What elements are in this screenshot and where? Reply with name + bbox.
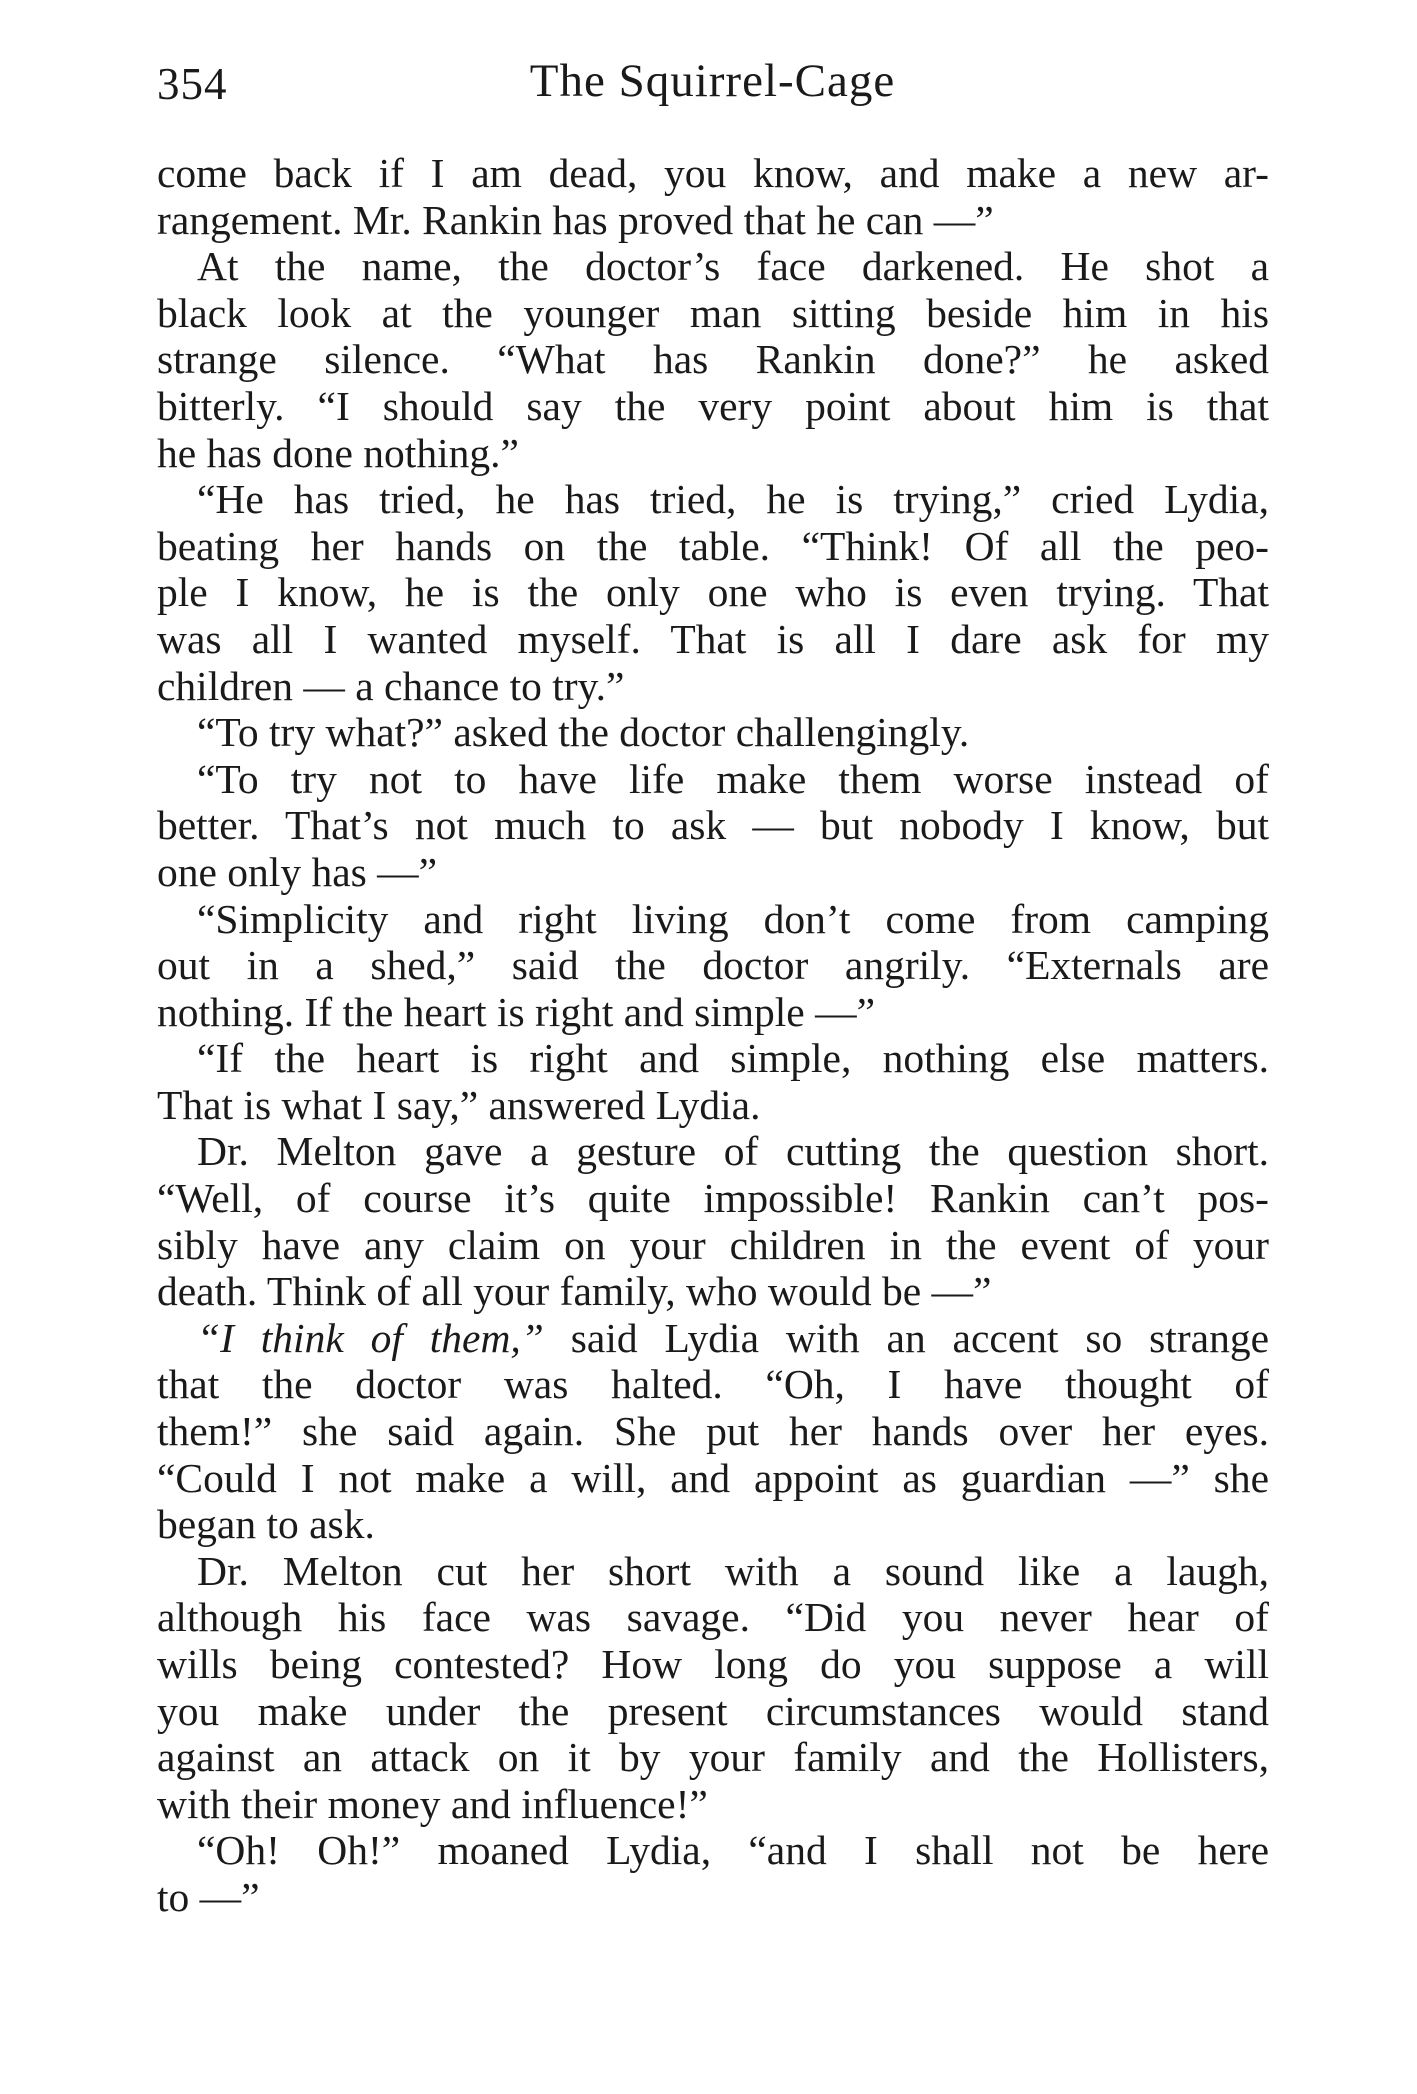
line-text: to —” [157,1873,260,1920]
line-text: was all I wanted myself. That is all I dare ask for my [157,615,1269,662]
text-line [157,523,1269,570]
text-line [157,150,1269,197]
text-line [157,663,1269,710]
text-line [157,1268,1269,1315]
line-text: “Simplicity and right living don’t come from camping [197,895,1269,942]
text-line [157,1641,1269,1688]
text-line [157,989,1269,1036]
text-line [157,849,1269,896]
text-line [157,616,1269,663]
line-text: he has done nothing.” [157,429,519,476]
line-text: one only has —” [157,848,438,895]
line-text: That is what I say,” answered Lydia. [157,1081,761,1128]
line-text: them!” she said again. She put her hands over her eyes. [157,1408,1269,1455]
line-text: “Could I not make a will, and appoint as guardian —” she [157,1454,1269,1501]
text-line [157,1874,1269,1921]
text-line [157,1128,1269,1175]
line-text: beating her hands on the table. “Think! Of all the peo- [157,522,1269,569]
text-line [157,1361,1269,1408]
text-line [157,336,1269,383]
text-line [157,430,1269,477]
line-text: that the doctor was halted. “Oh, I have thought of [157,1361,1269,1408]
line-text: bitterly. “I should say the very point about him is that [157,382,1269,429]
line-text: against an attack on it by your family and the Hollisters, [157,1734,1269,1781]
line-text: children — a chance to try.” [157,662,625,709]
text-line [157,709,1269,756]
text-line [157,476,1269,523]
line-text: although his face was savage. “Did you never hear of [157,1594,1269,1641]
text-line [157,1688,1269,1735]
text-line [157,942,1269,989]
text-line [157,1455,1269,1502]
text-line [157,802,1269,849]
text-line [157,1408,1269,1455]
text-line [157,1222,1269,1269]
text-line [157,1548,1269,1595]
line-text: nothing. If the heart is right and simple —” [157,988,876,1035]
line-text: At the name, the doctor’s face darkened. He shot a [197,243,1269,290]
page-header [155,52,1270,124]
running-title: The Squirrel-Cage [529,55,896,107]
line-text: “He has tried, he has tried, he is trying,” cried Lydia, [197,476,1269,523]
line-text: out in a shed,” said the doctor angrily. “Externals are [157,942,1269,989]
text-line [157,896,1269,943]
italic-text: “I think of them,” [197,1314,544,1361]
line-text: “Well, of course it’s quite impossible! Rankin can’t pos- [157,1175,1269,1222]
text-line [157,383,1269,430]
text-line [157,1734,1269,1781]
text-line [157,1082,1269,1129]
line-text: “To try what?” asked the doctor challengingly. [197,709,970,756]
body-text [157,150,1269,1921]
line-text: “If the heart is right and simple, nothing else matters. [197,1035,1269,1082]
text-line [157,243,1269,290]
text-line [157,1781,1269,1828]
line-text: rangement. Mr. Rankin has proved that he can —” [157,196,994,243]
text-line [157,290,1269,337]
text-line [157,1035,1269,1082]
line-text: strange silence. “What has Rankin done?” he asked [157,336,1269,383]
line-text: began to ask. [157,1501,375,1548]
line-text: come back if I am dead, you know, and make a new ar- [157,150,1269,196]
line-text: Dr. Melton cut her short with a sound like a laugh, [197,1547,1269,1594]
text-line [157,197,1269,244]
line-text: better. That’s not much to ask — but nobody I know, but [157,802,1269,849]
line-text: death. Think of all your family, who would be —” [157,1268,992,1315]
line-text: “Oh! Oh!” moaned Lydia, “and I shall not be here [197,1827,1269,1874]
line-text: Dr. Melton gave a gesture of cutting the question short. [197,1128,1269,1175]
line-text: sibly have any claim on your children in the event of your [157,1221,1269,1268]
text-line [157,1827,1269,1874]
text-line [157,569,1269,616]
line-text: with their money and influence!” [157,1780,708,1827]
line-text: “To try not to have life make them worse instead of [197,755,1269,802]
text-line [157,1594,1269,1641]
text-line [157,1315,1269,1362]
text-line [157,1501,1269,1548]
text-line [157,756,1269,803]
line-text: wills being contested? How long do you suppose a will [157,1641,1269,1687]
line-text: said Lydia with an accent so strange [543,1314,1269,1361]
line-text: black look at the younger man sitting beside him in his [157,289,1269,336]
page-number: 354 [157,59,228,109]
text-line [157,1175,1269,1222]
line-text: ple I know, he is the only one who is even trying. That [157,569,1269,616]
line-text: you make under the present circumstances would stand [157,1687,1269,1734]
